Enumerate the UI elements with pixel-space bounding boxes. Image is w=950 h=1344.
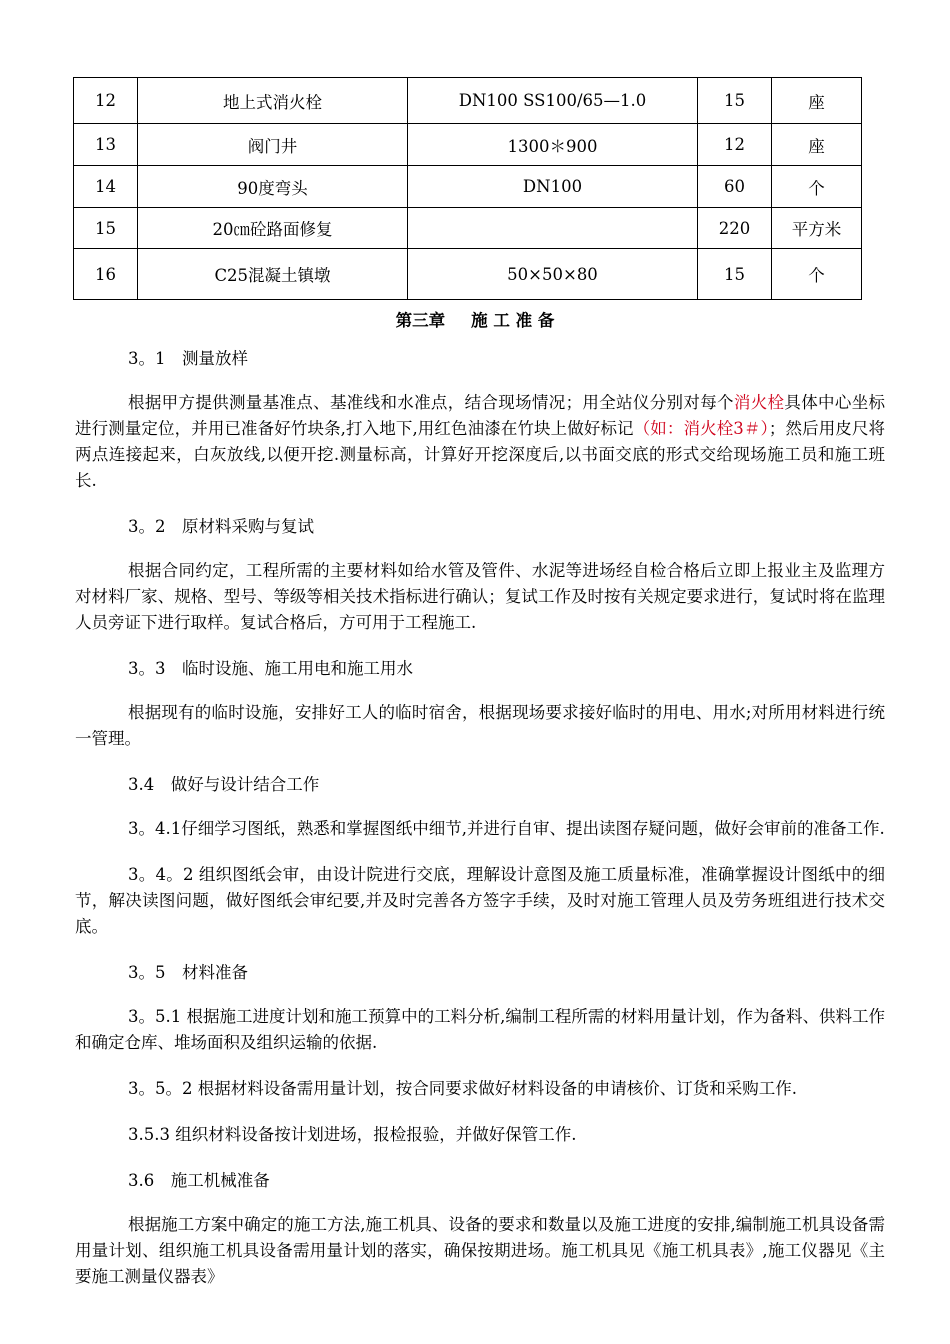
section-heading-3-5: 3。5 材料准备 [128,963,248,982]
cell-unit: 座 [772,78,862,124]
cell-name: 地上式消火栓 [138,78,408,124]
chapter-title: 施 工 准 备 [471,311,555,330]
cell-qty: 15 [698,78,772,124]
cell-qty: 60 [698,166,772,208]
table-row [74,208,862,249]
chapter-number: 第三章 [395,311,446,330]
table-row [74,249,862,300]
cell-name: C25混凝土镇墩 [138,249,408,300]
paragraph-3-5-2: 3。5。2 根据材料设备需用量计划，按合同要求做好材料设备的申请核价、订货和采购工作. [128,1079,797,1098]
paragraph-3-2: 根据合同约定，工程所需的主要材料如给水管及管件、水泥等进场经自检合格后立即上报业主及监理方对材料厂家、规格、型号、等级等相关技术指标进行确认；复试工作及时按有关规定要求进行，复试时将在监理人员旁证下进行取样。复试合格后，方可用于工程施工. [75,561,885,632]
cell-spec: DN100 SS100/65—1.0 [408,78,698,124]
paragraph-3-5-1: 3。5.1 根据施工进度计划和施工预算中的工料分析,编制工程所需的材料用量计划，作为备料、供料工作和确定仓库、堆场面积及组织运输的依据. [75,1007,885,1052]
section-heading-3-1: 3。1 测量放样 [128,349,248,368]
section-heading-3-2: 3。2 原材料采购与复试 [128,517,314,536]
cell-unit: 个 [772,166,862,208]
section-heading-3-6: 3.6 施工机械准备 [128,1171,270,1190]
cell-spec: DN100 [408,166,698,208]
cell-no: 12 [74,78,138,124]
paragraph-3-4-2: 3。4。2 组织图纸会审，由设计院进行交底，理解设计意图及施工质量标准，准确掌握设计图纸中的细节，解决读图问题，做好图纸会审纪要,并及时完善各方签字手续，及时对施工管理人员及劳务班组进行技术交底。 [75,865,885,936]
paragraph-3-3: 根据现有的临时设施，安排好工人的临时宿舍，根据现场要求接好临时的用电、用水;对所用材料进行统一管理。 [75,703,885,748]
paragraph-text: 根据甲方提供测量基准点、基准线和水准点，结合现场情况；用全站仪分别对每个 [128,393,734,412]
chapter-heading [0,308,950,334]
cell-name: 阀门井 [138,124,408,166]
cell-name: 20㎝砼路面修复 [138,208,408,249]
cell-qty: 15 [698,249,772,300]
cell-qty: 12 [698,124,772,166]
materials-table [73,77,862,300]
cell-spec [408,208,698,249]
paragraph-text: ；然后用皮尺将两点连接起来，白灰放线,以便开挖.测量标高，计算好开挖深度后,以书面交底的形式交给现场施工员和施工班长. [75,419,886,490]
cell-no: 13 [74,124,138,166]
cell-unit: 平方米 [772,208,862,249]
table-row [74,166,862,208]
paragraph-3-4-1: 3。4.1仔细学习图纸，熟悉和掌握图纸中细节,并进行自审、提出读图存疑问题，做好会审前的准备工作. [128,819,885,838]
cell-unit: 个 [772,249,862,300]
cell-unit: 座 [772,124,862,166]
highlight-text: （如：消火栓3＃） [633,419,769,438]
cell-no: 16 [74,249,138,300]
highlight-text: 消火栓 [733,393,785,412]
cell-spec: 50×50×80 [408,249,698,300]
section-heading-3-3: 3。3 临时设施、施工用电和施工用水 [128,659,413,678]
cell-no: 14 [74,166,138,208]
section-heading-3-4: 3.4 做好与设计结合工作 [128,775,320,794]
paragraph-3-6: 根据施工方案中确定的施工方法,施工机具、设备的要求和数量以及施工进度的安排,编制施工机具设备需用量计划、组织施工机具设备需用量计划的落实，确保按期进场。施工机具见《施工机具表》,施工仪器见《主要施工测量仪器表》 [75,1215,885,1286]
cell-name: 90度弯头 [138,166,408,208]
table-row [74,78,862,124]
cell-spec: 1300＊900 [408,124,698,166]
cell-no: 15 [74,208,138,249]
paragraph-3-5-3: 3.5.3 组织材料设备按计划进场，报检报验，并做好保管工作. [128,1125,577,1144]
table-row [74,124,862,166]
paragraph-3-1 [75,390,885,494]
cell-qty: 220 [698,208,772,249]
paragraph-text: 具体中心坐标进行测量定位，并用已准备好竹块条,打入地下,用红色油漆在竹块上做好标记 [75,393,886,438]
document-body [75,346,885,1290]
